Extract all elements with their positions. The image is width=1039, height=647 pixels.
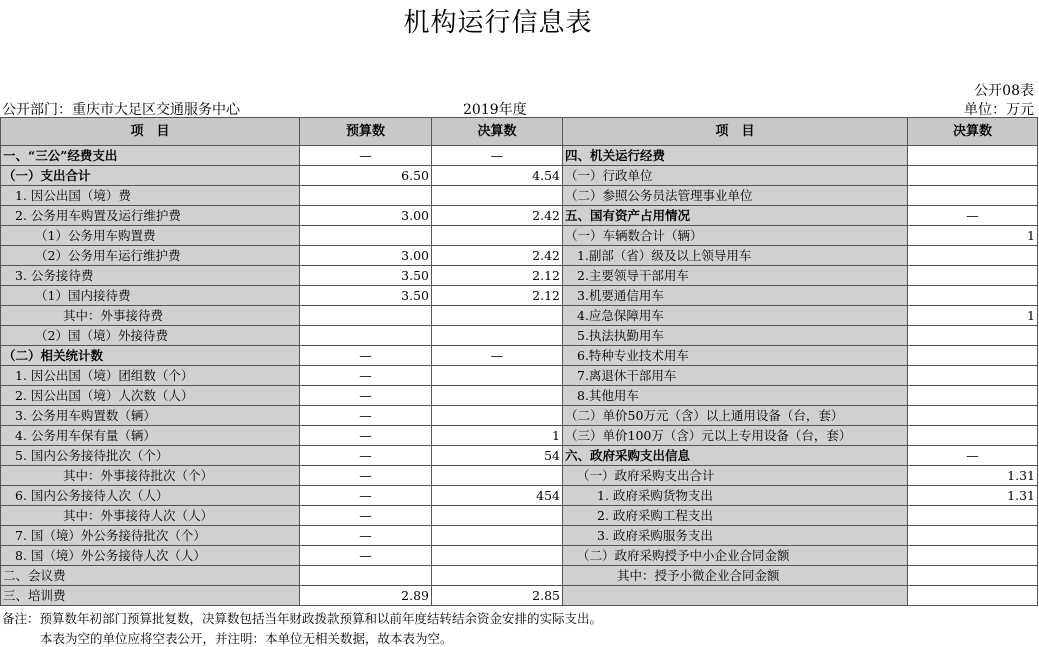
row-budget-value: — xyxy=(300,346,432,366)
row-right-label: 3. 政府采购服务支出 xyxy=(563,526,908,546)
row-budget-value: 3.50 xyxy=(300,266,432,286)
fiscal-year: 2019年度 xyxy=(463,102,527,118)
row-final-value xyxy=(432,306,563,326)
row-left-label: （2）公务用车运行维护费 xyxy=(1,246,300,266)
row-right-label: 2. 政府采购工程支出 xyxy=(563,506,908,526)
row-left-label: 一、“三公”经费支出 xyxy=(1,146,300,166)
row-budget-value: 6.50 xyxy=(300,166,432,186)
row-right-final-value xyxy=(908,506,1038,526)
footnote-empty-notice: 本表为空的单位应将空表公开，并注明：本单位无相关数据，故本表为空。 xyxy=(40,631,453,646)
row-right-label: 6.特种专业技术用车 xyxy=(563,346,908,366)
row-final-value: 4.54 xyxy=(432,166,563,186)
header-right-final: 决算数 xyxy=(908,118,1038,146)
row-right-label: 五、国有资产占用情况 xyxy=(563,206,908,226)
row-right-label: 4.应急保障用车 xyxy=(563,306,908,326)
header-budget: 预算数 xyxy=(300,118,432,146)
row-right-final-value xyxy=(908,266,1038,286)
table-row xyxy=(1,566,1038,586)
row-final-value: 2.42 xyxy=(432,246,563,266)
table-row xyxy=(1,186,1038,206)
row-left-label: （一）支出合计 xyxy=(1,166,300,186)
row-final-value: 1 xyxy=(432,426,563,446)
table-row xyxy=(1,226,1038,246)
row-final-value xyxy=(432,326,563,346)
row-left-label: （2）国（境）外接待费 xyxy=(1,326,300,346)
row-left-label: 3. 公务接待费 xyxy=(1,266,300,286)
row-left-label: 6. 国内公务接待人次（人） xyxy=(1,486,300,506)
row-right-label: 1.副部（省）级及以上领导用车 xyxy=(563,246,908,266)
row-final-value: 54 xyxy=(432,446,563,466)
row-right-final-value xyxy=(908,426,1038,446)
table-row xyxy=(1,506,1038,526)
row-final-value xyxy=(432,406,563,426)
table-row xyxy=(1,486,1038,506)
table-row xyxy=(1,466,1038,486)
row-left-label: 二、会议费 xyxy=(1,566,300,586)
row-right-final-value xyxy=(908,146,1038,166)
row-budget-value xyxy=(300,306,432,326)
row-right-label: 1. 政府采购货物支出 xyxy=(563,486,908,506)
row-final-value: 2.85 xyxy=(432,586,563,606)
unit-label: 单位：万元 xyxy=(964,102,1034,118)
row-left-label: 3. 公务用车购置数（辆） xyxy=(1,406,300,426)
row-right-label: 其中：授予小微企业合同金额 xyxy=(563,566,908,586)
row-left-label: 2. 因公出国（境）人次数（人） xyxy=(1,386,300,406)
table-header-row xyxy=(1,118,1038,146)
row-budget-value: — xyxy=(300,406,432,426)
row-right-label: 六、政府采购支出信息 xyxy=(563,446,908,466)
row-budget-value: — xyxy=(300,446,432,466)
row-final-value xyxy=(432,366,563,386)
row-budget-value: 3.00 xyxy=(300,206,432,226)
row-right-label: （一）行政单位 xyxy=(563,166,908,186)
row-right-label: 2.主要领导干部用车 xyxy=(563,266,908,286)
row-right-final-value xyxy=(908,386,1038,406)
row-right-final-value xyxy=(908,326,1038,346)
row-right-label: 5.执法执勤用车 xyxy=(563,326,908,346)
row-right-final-value xyxy=(908,546,1038,566)
row-right-final-value xyxy=(908,366,1038,386)
row-final-value xyxy=(432,546,563,566)
row-left-label: 8. 国（境）外公务接待人次（人） xyxy=(1,546,300,566)
row-right-label: 8.其他用车 xyxy=(563,386,908,406)
row-final-value: — xyxy=(432,346,563,366)
row-budget-value: — xyxy=(300,506,432,526)
table-row xyxy=(1,366,1038,386)
row-right-final-value xyxy=(908,286,1038,306)
row-left-label: 2. 公务用车购置及运行维护费 xyxy=(1,206,300,226)
row-final-value xyxy=(432,386,563,406)
row-left-label: 1. 因公出国（境）团组数（个） xyxy=(1,366,300,386)
row-left-label: （二）相关统计数 xyxy=(1,346,300,366)
info-table xyxy=(0,117,1038,606)
row-left-label: 其中：外事接待费 xyxy=(1,306,300,326)
table-row xyxy=(1,206,1038,226)
row-right-label: 7.离退休干部用车 xyxy=(563,366,908,386)
row-right-final-value xyxy=(908,166,1038,186)
row-right-final-value: 1.31 xyxy=(908,466,1038,486)
row-final-value xyxy=(432,226,563,246)
row-right-final-value xyxy=(908,526,1038,546)
row-right-label: （二）政府采购授予中小企业合同金额 xyxy=(563,546,908,566)
department-label: 公开部门：重庆市大足区交通服务中心 xyxy=(2,102,240,118)
page-title: 机构运行信息表 xyxy=(403,8,593,38)
row-final-value: 2.42 xyxy=(432,206,563,226)
row-final-value xyxy=(432,466,563,486)
row-budget-value: — xyxy=(300,466,432,486)
table-row xyxy=(1,586,1038,606)
row-left-label: 5. 国内公务接待批次（个） xyxy=(1,446,300,466)
row-budget-value: — xyxy=(300,546,432,566)
footnote-remark: 备注：预算数年初部门预算批复数，决算数包括当年财政拨款预算和以前年度结转结余资金安排的实际支出。 xyxy=(2,611,603,626)
table-row xyxy=(1,166,1038,186)
row-final-value: 2.12 xyxy=(432,286,563,306)
table-row xyxy=(1,526,1038,546)
row-left-label: 三、培训费 xyxy=(1,586,300,606)
row-right-final-value xyxy=(908,406,1038,426)
header-right-item: 项 目 xyxy=(563,118,908,146)
row-budget-value: — xyxy=(300,526,432,546)
row-right-label: （三）单价100万（含）元以上专用设备（台，套） xyxy=(563,426,908,446)
row-right-final-value xyxy=(908,586,1038,606)
row-right-final-value: — xyxy=(908,206,1038,226)
row-final-value: 2.12 xyxy=(432,266,563,286)
row-budget-value: 2.89 xyxy=(300,586,432,606)
table-row xyxy=(1,446,1038,466)
row-right-label: （一）政府采购支出合计 xyxy=(563,466,908,486)
row-final-value xyxy=(432,526,563,546)
row-budget-value: 3.50 xyxy=(300,286,432,306)
row-budget-value xyxy=(300,226,432,246)
row-left-label: 4. 公务用车保有量（辆） xyxy=(1,426,300,446)
row-budget-value xyxy=(300,186,432,206)
table-row xyxy=(1,246,1038,266)
header-final: 决算数 xyxy=(432,118,563,146)
row-budget-value: 3.00 xyxy=(300,246,432,266)
table-row xyxy=(1,146,1038,166)
row-left-label: 1. 因公出国（境）费 xyxy=(1,186,300,206)
table-row xyxy=(1,346,1038,366)
row-left-label: 7. 国（境）外公务接待批次（个） xyxy=(1,526,300,546)
row-budget-value xyxy=(300,566,432,586)
row-budget-value: — xyxy=(300,426,432,446)
table-row xyxy=(1,546,1038,566)
table-row xyxy=(1,286,1038,306)
row-right-label xyxy=(563,586,908,606)
row-right-final-value: — xyxy=(908,446,1038,466)
row-right-final-value: 1 xyxy=(908,226,1038,246)
row-left-label: （1）国内接待费 xyxy=(1,286,300,306)
row-final-value xyxy=(432,566,563,586)
row-final-value xyxy=(432,186,563,206)
row-right-label: 四、机关运行经费 xyxy=(563,146,908,166)
row-budget-value: — xyxy=(300,386,432,406)
row-right-final-value: 1.31 xyxy=(908,486,1038,506)
row-right-final-value xyxy=(908,566,1038,586)
row-left-label: 其中：外事接待批次（个） xyxy=(1,466,300,486)
row-right-final-value: 1 xyxy=(908,306,1038,326)
table-row xyxy=(1,386,1038,406)
row-right-label: （二）单价50万元（含）以上通用设备（台，套） xyxy=(563,406,908,426)
row-right-final-value xyxy=(908,346,1038,366)
table-row xyxy=(1,426,1038,446)
row-right-label: （一）车辆数合计（辆） xyxy=(563,226,908,246)
row-final-value: 454 xyxy=(432,486,563,506)
row-final-value: — xyxy=(432,146,563,166)
row-right-label: 3.机要通信用车 xyxy=(563,286,908,306)
row-budget-value: — xyxy=(300,146,432,166)
table-row xyxy=(1,326,1038,346)
table-row xyxy=(1,406,1038,426)
table-row xyxy=(1,306,1038,326)
row-final-value xyxy=(432,506,563,526)
row-budget-value: — xyxy=(300,486,432,506)
row-left-label: 其中：外事接待人次（人） xyxy=(1,506,300,526)
row-right-final-value xyxy=(908,246,1038,266)
row-right-final-value xyxy=(908,186,1038,206)
row-left-label: （1）公务用车购置费 xyxy=(1,226,300,246)
header-left-item: 项 目 xyxy=(1,118,300,146)
row-right-label: （二）参照公务员法管理事业单位 xyxy=(563,186,908,206)
row-budget-value: — xyxy=(300,366,432,386)
row-budget-value xyxy=(300,326,432,346)
form-number: 公开08表 xyxy=(974,83,1034,99)
table-row xyxy=(1,266,1038,286)
